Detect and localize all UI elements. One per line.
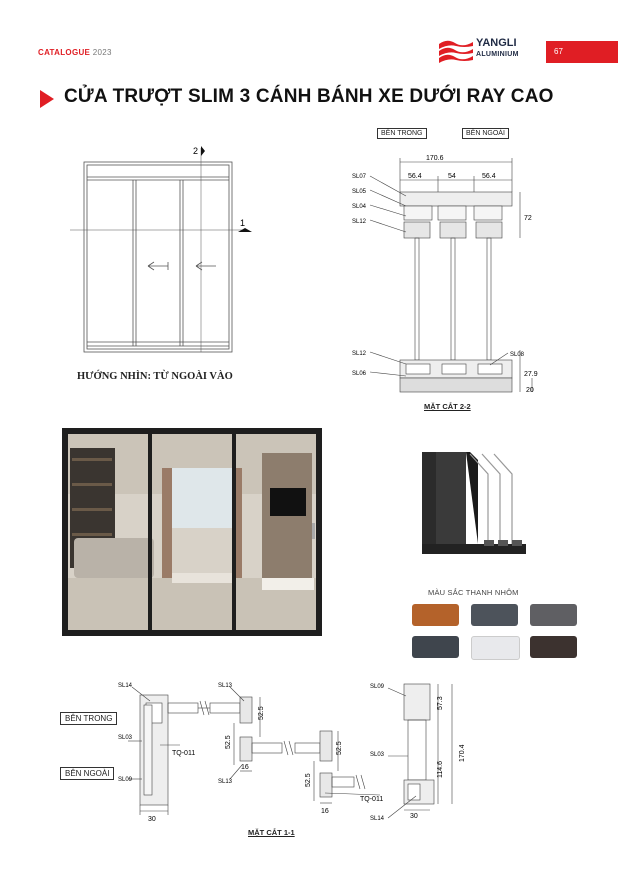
catalogue-word: CATALOGUE	[38, 48, 91, 57]
dim-30-b: 30	[410, 813, 418, 820]
code-sl07: SL07	[352, 174, 367, 180]
brand-subtitle: ALUMINIUM	[476, 51, 519, 58]
code-sl09-right: SL09	[370, 684, 385, 690]
dim-bottom-b: 20	[526, 387, 534, 394]
catalogue-label	[38, 48, 112, 57]
brand-logo-icon	[437, 38, 475, 64]
elevation-drawing	[70, 140, 260, 355]
code-sl09-left: SL09	[118, 777, 133, 783]
swatch-grid	[412, 604, 577, 660]
dim-57-3: 57.3	[437, 696, 444, 710]
swatch-title: MÀU SẮC THANH NHÔM	[428, 588, 519, 597]
section11-outside-label: BÊN NGOÀI	[60, 767, 114, 780]
brand-name	[476, 38, 519, 60]
section-marker-2-icon	[201, 146, 205, 156]
section22-inside-label: BÊN TRONG	[377, 128, 427, 139]
code-sl14-bottom: SL14	[370, 816, 385, 822]
page-number: 67	[546, 41, 618, 63]
code-sl08: SL08	[510, 352, 525, 358]
marker-2-label: 2	[193, 146, 199, 156]
code-sl06: SL06	[352, 371, 367, 377]
dim-52-5-a: 52.5	[258, 706, 265, 720]
code-sl12: SL12	[352, 219, 367, 225]
slide-arrows	[148, 262, 216, 270]
color-swatch	[412, 604, 459, 626]
code-sl14-top: SL14	[118, 683, 133, 689]
color-swatch	[412, 636, 459, 658]
code-sl05: SL05	[352, 189, 367, 195]
dim-52-5-d: 52.5	[305, 773, 312, 787]
code-sl13-mid: SL13	[218, 779, 233, 785]
dim-total: 170.6	[426, 155, 444, 162]
code-sl12-bottom: SL12	[352, 351, 367, 357]
color-swatch	[471, 604, 518, 626]
section11-inside-label: BÊN TRONG	[60, 712, 117, 725]
dim-114-6: 114.6	[437, 761, 444, 778]
page-title: CỬA TRƯỢT SLIM 3 CÁNH BÁNH XE DƯỚI RAY CAO	[64, 86, 554, 107]
section22-caption: MẶT CẮT 2-2	[424, 402, 471, 411]
code-sl03-right: SL03	[370, 752, 385, 758]
dim-bottom-a: 27.9	[524, 371, 538, 378]
section11-vertical-drawing	[368, 680, 478, 820]
dim-52-5-b: 52.5	[225, 735, 232, 749]
dim-16-a: 16	[241, 764, 249, 771]
code-tq011-b: TQ-011	[360, 796, 384, 803]
dim-30-a: 30	[148, 816, 156, 823]
profile-3d-illustration	[418, 450, 528, 560]
dim-height: 72	[524, 215, 532, 222]
code-sl03-left: SL03	[118, 735, 133, 741]
brand-title: YANGLI	[476, 37, 517, 49]
dim-16-b: 16	[321, 808, 329, 815]
color-swatch	[530, 604, 577, 626]
catalogue-year: 2023	[92, 48, 112, 57]
code-tq011-a: TQ-011	[172, 750, 196, 757]
elevation-caption: HƯỚNG NHÌN: TỪ NGOÀI VÀO	[77, 371, 233, 382]
section11-drawing	[110, 675, 384, 825]
title-arrow-icon	[40, 90, 54, 108]
dim-52-5-c: 52.5	[336, 741, 343, 755]
room-photo	[62, 428, 322, 636]
section22-drawing	[340, 150, 540, 400]
code-sl04: SL04	[352, 204, 367, 210]
section11-caption: MẶT CẮT 1-1	[248, 828, 295, 837]
color-swatch	[471, 636, 520, 660]
dim-170-4: 170.4	[459, 744, 466, 762]
marker-1-label: 1	[240, 218, 246, 228]
dim-a: 56.4	[408, 173, 422, 180]
color-swatch	[530, 636, 577, 658]
dim-b: 54	[448, 173, 456, 180]
dim-c: 56.4	[482, 173, 496, 180]
code-sl13-top: SL13	[218, 683, 233, 689]
section22-outside-label: BÊN NGOÀI	[462, 128, 509, 139]
